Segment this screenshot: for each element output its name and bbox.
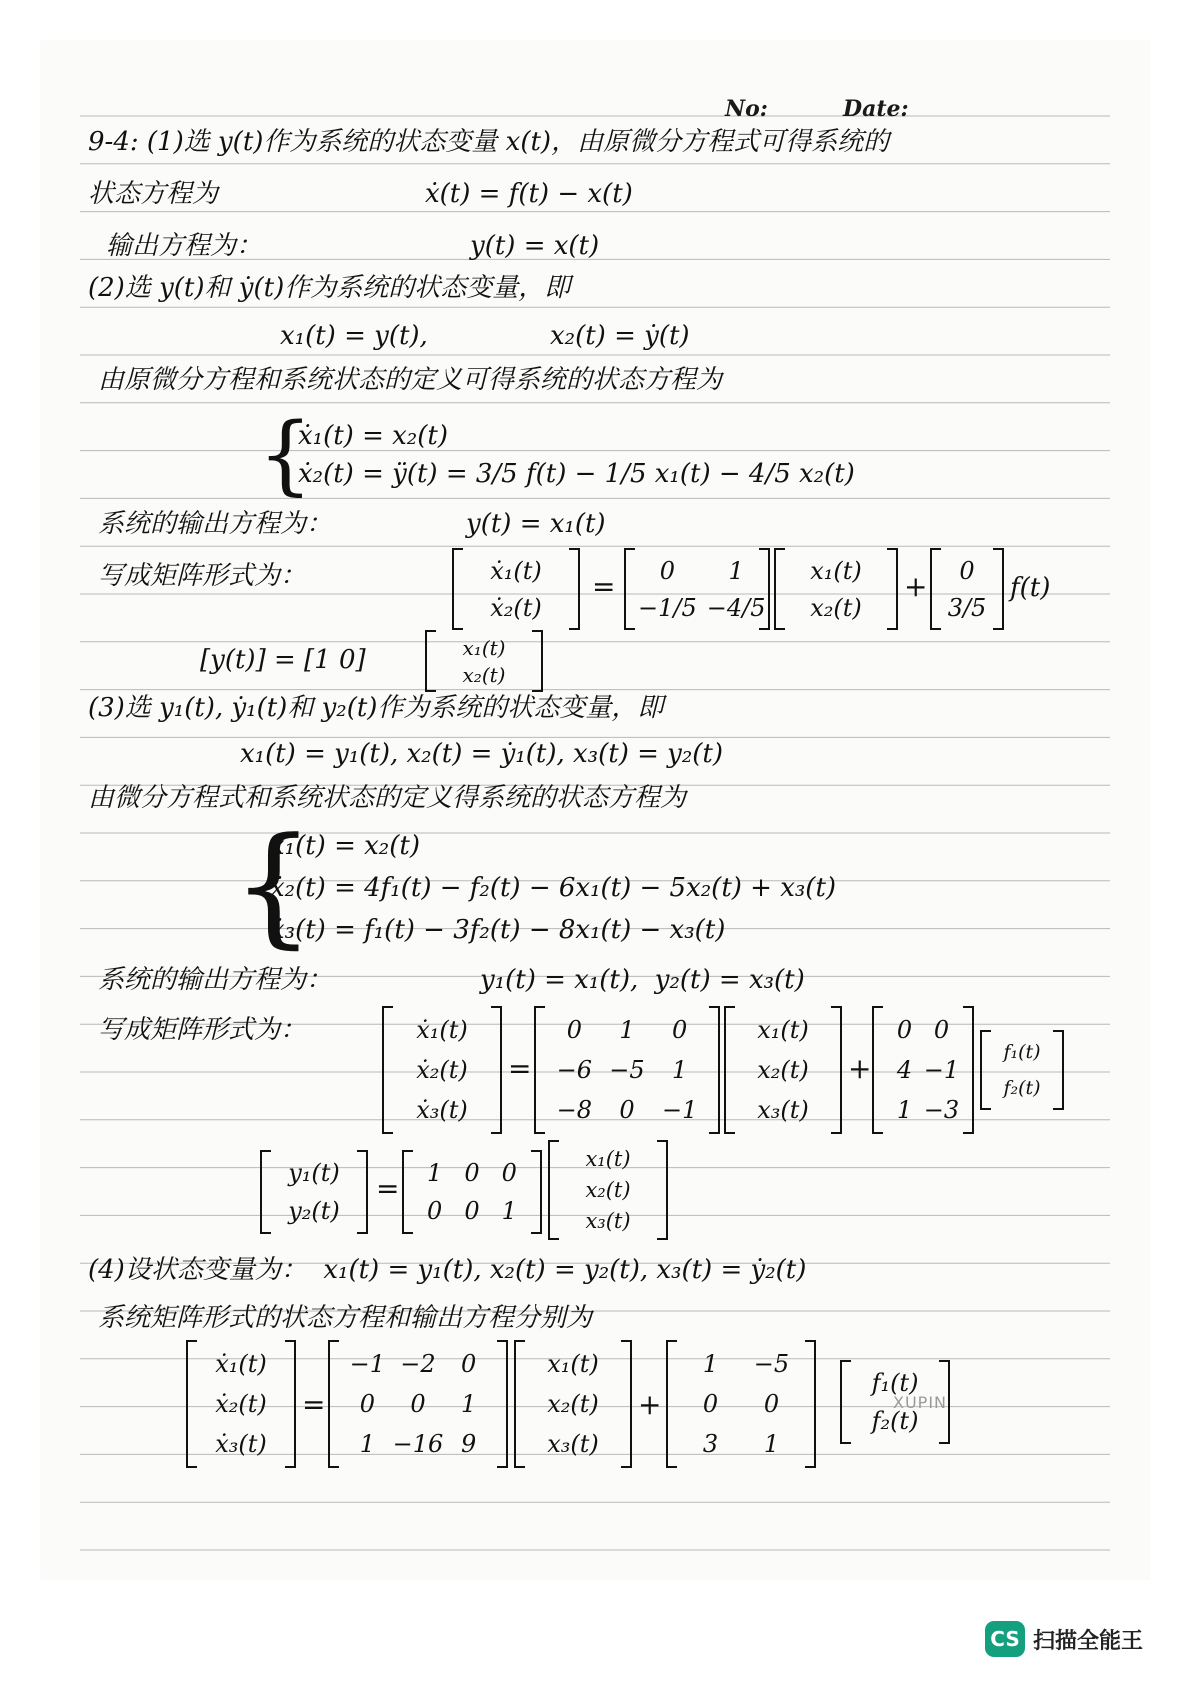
matrix-cell: x₂(t) — [810, 593, 862, 622]
matrix-output — [260, 1150, 368, 1234]
text-line: (2)选 y(t)和 ẏ(t)作为系统的状态变量，即 — [88, 273, 571, 303]
equation: y(t) = x(t) — [470, 231, 600, 261]
matrix-cell: 0 — [359, 1390, 375, 1418]
matrix-B — [872, 1006, 974, 1134]
text-line: 输出方程为： — [106, 231, 263, 261]
matrix-cell: 3 — [702, 1430, 719, 1458]
equation: ẋ₂(t) = 4f₁(t) − f₂(t) − 6x₁(t) − 5x₂(t) + x₃(t) — [270, 873, 837, 903]
text-line: (3)选 y₁(t), ẏ₁(t)和 y₂(t)作为系统的状态变量，即 — [88, 693, 664, 723]
matrix-cell: 1 — [896, 1096, 913, 1124]
matrix-cell: x₂(t) — [757, 1056, 809, 1084]
text-line: 由原微分方程和系统状态的定义可得系统的状态方程为 — [98, 365, 723, 395]
equation: x₁(t) = y(t), — [280, 321, 428, 351]
text-line: (4)设状态变量为： x₁(t) = y₁(t), x₂(t) = y₂(t), x₃(t) = ẏ₂(t) — [88, 1255, 807, 1285]
matrix-cell: 1 — [501, 1197, 517, 1225]
equation-brace: { — [232, 809, 315, 961]
matrix-input — [980, 1030, 1064, 1110]
equals-sign: = — [376, 1172, 400, 1205]
equals-sign: = — [592, 570, 616, 603]
matrix-cell: 0 — [461, 1350, 477, 1378]
plus-sign: + — [638, 1388, 662, 1421]
matrix-cell: 0 — [566, 1016, 582, 1044]
matrix-cell: −1 — [661, 1096, 698, 1124]
matrix-cell: ẋ₃(t) — [416, 1096, 468, 1124]
input-term: f(t) — [1010, 573, 1051, 603]
matrix-cell: x₂(t) — [462, 662, 506, 687]
matrix-cell: 1 — [763, 1430, 780, 1458]
matrix-A — [534, 1006, 720, 1134]
text-line: 写成矩阵形式为： — [98, 1015, 307, 1045]
matrix-cell: 0 — [896, 1016, 913, 1044]
text-line: 写成矩阵形式为： — [98, 561, 307, 591]
matrix-cell: 1 — [702, 1350, 719, 1378]
matrix-cell: x₁(t) — [585, 1147, 631, 1172]
output-equation: [y(t)] = [1 0] — [200, 645, 366, 675]
matrix-cell: 3/5 — [947, 593, 987, 622]
matrix-cell: x₃(t) — [585, 1208, 631, 1233]
matrix-cell: −8 — [556, 1096, 593, 1124]
matrix-cell: 9 — [461, 1430, 477, 1458]
camscanner-logo-icon: CS — [985, 1621, 1025, 1657]
equals-sign: = — [302, 1388, 326, 1421]
watermark-text: XUPIN — [893, 1393, 948, 1412]
text-line: 系统的输出方程为： — [98, 509, 333, 539]
matrix-state-derivative — [186, 1340, 296, 1468]
matrix-cell: 1 — [461, 1390, 477, 1418]
matrix-cell: ẋ₂(t) — [215, 1390, 267, 1418]
matrix-cell: −5 — [609, 1056, 645, 1084]
date-label: Date: — [843, 96, 909, 122]
matrix-cell: 1 — [359, 1430, 375, 1458]
matrix-cell: 1 — [728, 556, 744, 585]
matrix-cell: 0 — [672, 1016, 688, 1044]
text-line: 状态方程为 — [88, 179, 219, 209]
matrix-cell: 0 — [702, 1390, 719, 1418]
matrix-cell: 1 — [427, 1159, 443, 1187]
matrix-C — [402, 1150, 542, 1234]
matrix-A — [624, 548, 770, 630]
matrix-cell: 1 — [672, 1056, 688, 1084]
matrix-cell: −1 — [349, 1350, 386, 1378]
matrix-B — [666, 1340, 816, 1468]
matrix-cell: 1 — [619, 1016, 635, 1044]
equation: ẋ₃(t) = f₁(t) − 3f₂(t) − 8x₁(t) − x₃(t) — [270, 915, 726, 945]
matrix-cell: ẋ₁(t) — [416, 1016, 468, 1044]
text-line: 系统矩阵形式的状态方程和输出方程分别为 — [98, 1303, 593, 1333]
matrix-state — [724, 1006, 842, 1134]
matrix-state — [774, 548, 898, 630]
matrix-cell: −1 — [923, 1056, 960, 1084]
matrix-cell: ẋ₂(t) — [416, 1056, 468, 1084]
matrix-cell: f₂(t) — [871, 1407, 919, 1435]
matrix-cell: y₁(t) — [288, 1159, 340, 1187]
matrix-cell: 0 — [464, 1197, 480, 1225]
matrix-A — [328, 1340, 508, 1468]
matrix-cell: ẋ₁(t) — [215, 1350, 267, 1378]
plus-sign: + — [848, 1052, 872, 1085]
matrix-cell: f₂(t) — [1003, 1077, 1041, 1099]
matrix-cell: −4/5 — [706, 593, 766, 622]
matrix-cell: ẋ₃(t) — [215, 1430, 267, 1458]
matrix-cell: −1/5 — [638, 593, 697, 622]
text-line: 系统的输出方程为： — [98, 965, 333, 995]
plus-sign: + — [904, 570, 928, 603]
matrix-cell: x₂(t) — [547, 1390, 599, 1418]
equation: ẋ₁(t) = x₂(t) — [298, 421, 448, 451]
matrix-cell: 0 — [959, 556, 975, 585]
equation: x₁(t) = y₁(t), x₂(t) = ẏ₁(t), x₃(t) = y₂(t) — [240, 739, 724, 769]
matrix-state-output — [548, 1140, 668, 1240]
equation-brace: { — [258, 405, 313, 505]
matrix-cell: x₃(t) — [757, 1096, 809, 1124]
matrix-cell: f₁(t) — [1003, 1041, 1041, 1063]
matrix-B — [930, 548, 1004, 630]
matrix-cell: ẋ₁(t) — [490, 556, 542, 585]
matrix-cell: x₁(t) — [462, 635, 506, 660]
matrix-cell: −3 — [923, 1096, 960, 1124]
matrix-cell: −6 — [556, 1056, 593, 1084]
matrix-cell: 0 — [619, 1096, 635, 1124]
equation: y₁(t) = x₁(t), y₂(t) = x₃(t) — [480, 965, 805, 995]
matrix-cell: −16 — [392, 1430, 444, 1458]
matrix-cell: x₃(t) — [547, 1430, 599, 1458]
brand-name: 扫描全能王 — [1033, 1628, 1144, 1654]
equation: y(t) = x₁(t) — [466, 509, 606, 539]
text-line: 9-4: (1)选 y(t)作为系统的状态变量 x(t)，由原微分方程式可得系统的 — [88, 127, 890, 157]
equation: ẋ(t) = f(t) − x(t) — [425, 179, 633, 209]
matrix-cell: x₁(t) — [757, 1016, 809, 1044]
matrix-cell: ẋ₂(t) — [490, 593, 542, 622]
matrix-cell: −5 — [753, 1350, 790, 1378]
matrix-state-output — [425, 630, 543, 692]
matrix-cell: y₂(t) — [288, 1197, 340, 1225]
matrix-state-derivative — [382, 1006, 502, 1134]
matrix-cell: 4 — [896, 1056, 913, 1084]
text-line: 由微分方程式和系统状态的定义得系统的状态方程为 — [88, 783, 687, 813]
matrix-cell: 0 — [410, 1390, 426, 1418]
matrix-cell: 0 — [427, 1197, 443, 1225]
matrix-state — [514, 1340, 632, 1468]
matrix-cell: f₁(t) — [871, 1369, 919, 1397]
notebook-page — [40, 40, 1150, 1580]
matrix-cell: x₂(t) — [585, 1177, 631, 1202]
matrix-cell: x₁(t) — [547, 1350, 599, 1378]
matrix-cell: 0 — [933, 1016, 950, 1044]
scanner-brand — [985, 1621, 1143, 1657]
equals-sign: = — [508, 1052, 532, 1085]
no-label: No: — [725, 96, 768, 122]
matrix-state-derivative — [452, 548, 580, 630]
matrix-cell: −2 — [400, 1350, 436, 1378]
matrix-cell: 0 — [501, 1159, 517, 1187]
equation: ẋ₁(t) = x₂(t) — [270, 831, 420, 861]
matrix-cell: 0 — [464, 1159, 480, 1187]
matrix-cell: 0 — [763, 1390, 780, 1418]
equation: x₂(t) = ẏ(t) — [550, 321, 690, 351]
matrix-cell: x₁(t) — [810, 556, 862, 585]
equation: ẋ₂(t) = ÿ(t) = 3/5 f(t) − 1/5 x₁(t) − 4/5 x₂(t) — [298, 459, 855, 489]
matrix-cell: 0 — [659, 556, 675, 585]
